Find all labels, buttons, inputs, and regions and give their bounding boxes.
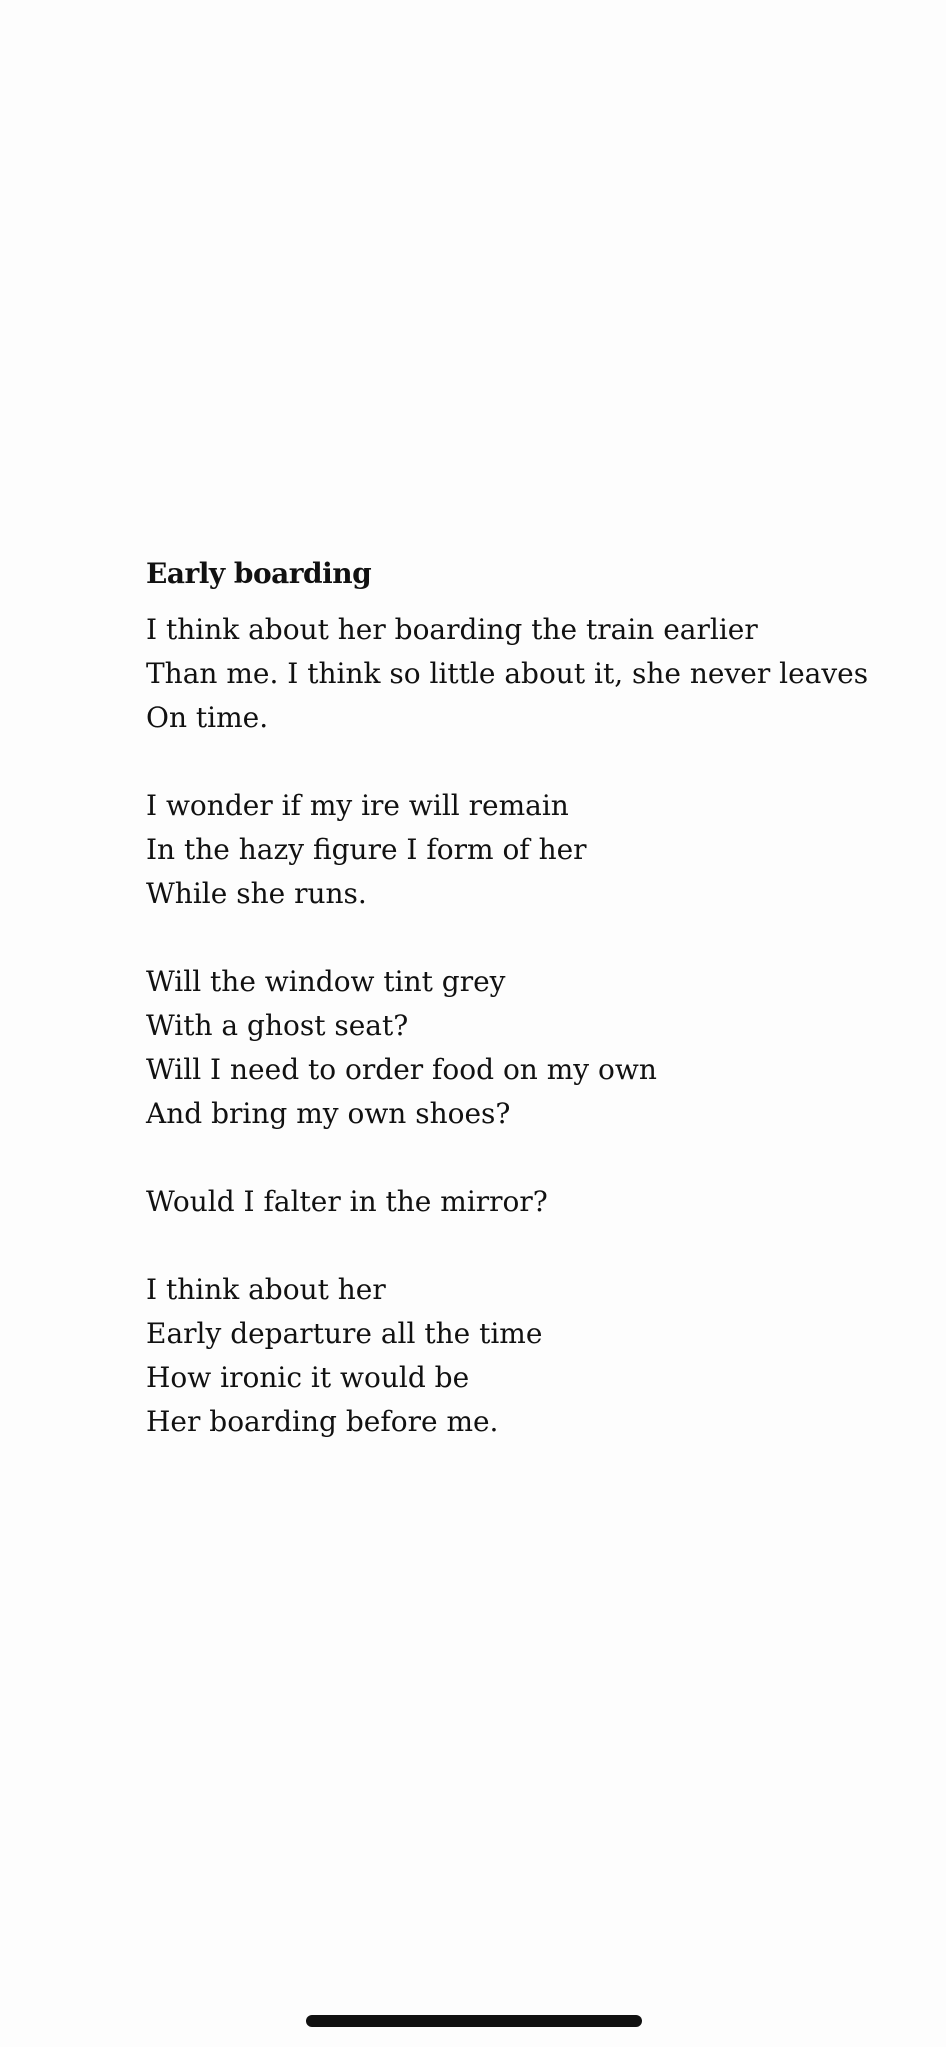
poem-line: How ironic it would be	[146, 1361, 470, 1394]
home-indicator[interactable]	[306, 2015, 642, 2027]
poem-line: On time.	[146, 701, 269, 734]
poem-line: In the hazy figure I form of her	[146, 833, 587, 866]
poem-title: Early boarding	[146, 557, 372, 590]
poem-line: With a ghost seat?	[146, 1009, 409, 1042]
stanza	[146, 960, 906, 1136]
poem-line: Her boarding before me.	[146, 1405, 499, 1438]
stanza	[146, 784, 906, 916]
poem-line: Will the window tint grey	[146, 965, 506, 998]
poem-line: Than me. I think so little about it, she never leaves	[146, 657, 869, 690]
poem-line: I think about her	[146, 1273, 386, 1306]
stanza	[146, 1180, 906, 1224]
stanza	[146, 608, 906, 740]
stanza	[146, 1268, 906, 1444]
poem	[146, 548, 906, 1488]
poem-line: Will I need to order food on my own	[146, 1053, 657, 1086]
poem-line: I think about her boarding the train earlier	[146, 613, 758, 646]
poem-line: And bring my own shoes?	[146, 1097, 511, 1130]
poem-line: Would I falter in the mirror?	[146, 1185, 548, 1218]
poem-line: I wonder if my ire will remain	[146, 789, 569, 822]
poem-line: Early departure all the time	[146, 1317, 543, 1350]
poem-line: While she runs.	[146, 877, 367, 910]
